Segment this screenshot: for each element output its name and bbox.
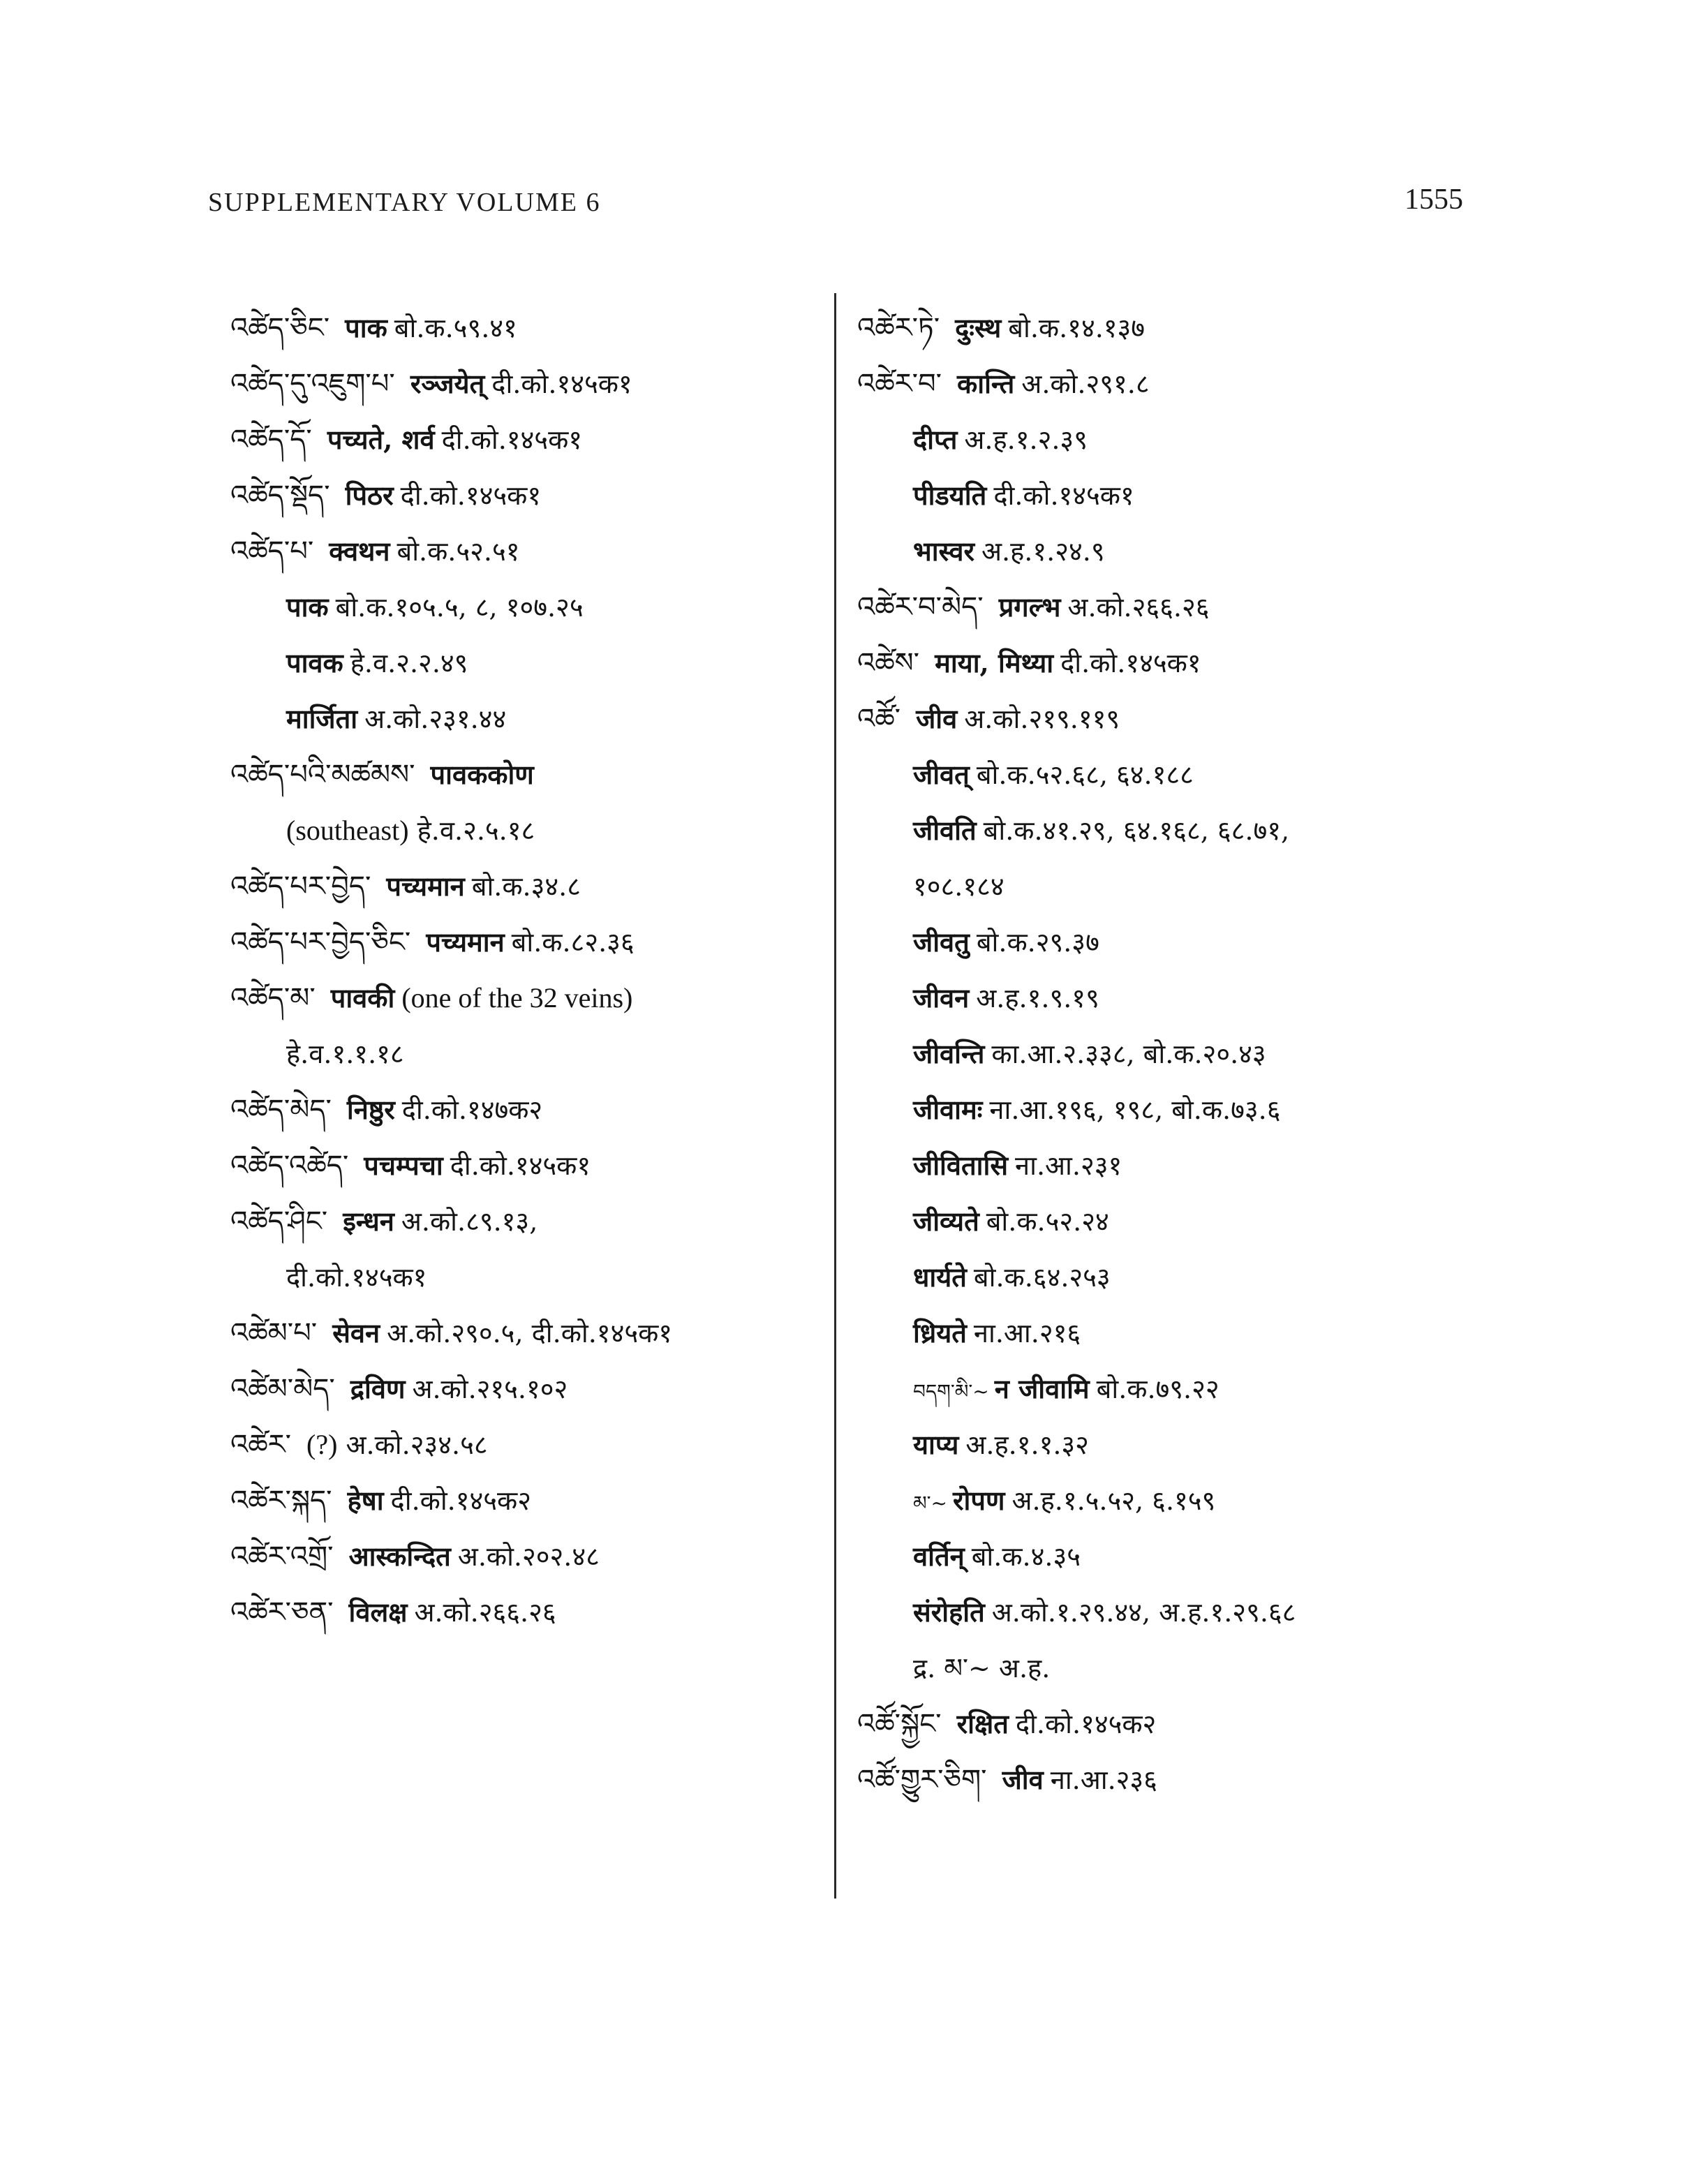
tibetan-headword: འཚེད་འཚེད་ [230, 1150, 349, 1182]
sanskrit-equivalent: रक्षित [956, 1708, 1009, 1739]
sub-entry [230, 1249, 810, 1305]
sanskrit-equivalent: जीवत् [913, 759, 970, 790]
sanskrit-equivalent: निष्ठुर [346, 1094, 395, 1125]
source-reference: अ.को.२३४.५८ [346, 1429, 488, 1460]
column-divider [834, 293, 836, 1899]
source-reference: बो.क.२९.३७ [976, 927, 1099, 958]
dictionary-entry [230, 1361, 810, 1417]
sanskrit-equivalent: इन्धन [343, 1205, 394, 1237]
sanskrit-equivalent: जीवन [913, 982, 970, 1013]
source-reference: अ.ह.१.२.३९ [964, 424, 1088, 455]
source-reference: अ.ह.१.१.३२ [965, 1429, 1089, 1460]
dictionary-entry [857, 1696, 1472, 1752]
tibetan-prefix: བདག་མི་~ [913, 1380, 989, 1403]
sanskrit-equivalent: संरोहति [913, 1596, 985, 1628]
sanskrit-equivalent: प्रगल्भ [998, 591, 1061, 623]
source-reference: अ.को.१.२९.४४, अ.ह.१.२९.६८ [991, 1597, 1296, 1628]
tibetan-headword: འཚེམ་མེད་ [230, 1373, 335, 1405]
source-reference: अ.को.२१९.११९ [964, 704, 1120, 734]
sanskrit-equivalent: पिठर [345, 480, 394, 511]
sanskrit-equivalent: पच्यते, शर्व [327, 424, 435, 455]
dictionary-entry [230, 412, 810, 468]
tibetan-headword: འཚེད་མེད་ [230, 1094, 332, 1126]
source-reference: अ.ह.१.२४.९ [981, 536, 1105, 567]
sub-entry [857, 1417, 1472, 1473]
tibetan-headword: འཚེད་མ་ [230, 982, 316, 1014]
tibetan-headword: འཚོ་སྐྱོང་ [857, 1708, 942, 1740]
tibetan-headword: འཚེར་ཏེ་ [857, 312, 940, 344]
sub-entry [857, 914, 1472, 970]
sub-entry [857, 1584, 1472, 1640]
source-reference: हे.व.२.२.४९ [350, 648, 468, 678]
source-reference: का.आ.२.३३८, बो.क.२०.४३ [991, 1039, 1266, 1069]
tibetan-headword: འཚོ་གྱུར་ཅིག་ [857, 1764, 987, 1796]
source-reference: अ.को.२६६.२६ [414, 1597, 556, 1628]
sanskrit-equivalent: पाक [286, 591, 329, 623]
sanskrit-equivalent: पावकी [330, 982, 395, 1013]
sub-entry [857, 859, 1472, 914]
sub-entry [857, 468, 1472, 523]
tibetan-headword: འཚེར་འགྲོ་ [230, 1540, 334, 1573]
tibetan-headword: འཚེམ་པ་ [230, 1317, 318, 1349]
tibetan-headword: འཚེད་ཅིང་ [230, 312, 330, 344]
tibetan-headword: འཚེར་ཅན་ [230, 1596, 334, 1628]
tibetan-headword: འཚེད་དོ་ [230, 424, 312, 456]
source-reference: बो.क.१०५.५, ८, १०७.२५ [335, 592, 584, 623]
dictionary-entry [230, 1138, 810, 1194]
sub-entry [857, 970, 1472, 1026]
dictionary-entry [857, 356, 1472, 412]
sanskrit-equivalent: वर्तिन् [913, 1540, 965, 1572]
source-reference: अ.को.२३१.४४ [364, 704, 507, 734]
sub-entry [857, 1249, 1472, 1305]
sub-entry [857, 1473, 1472, 1529]
source-reference: ना.आ.२१६ [973, 1318, 1081, 1349]
source-reference: अ.ह.१.५.५२, ६.१५९ [1011, 1485, 1216, 1516]
source-reference: बो.क.४१.२९, ६४.१६८, ६८.७१, [983, 815, 1290, 846]
source-reference: दी.को.१४५क२ [1015, 1709, 1157, 1739]
source-reference: बो.क.५२.६८, ६४.१८८ [976, 759, 1194, 790]
sanskrit-equivalent: दीप्त [913, 424, 958, 455]
source-reference: ना.आ.१९६, १९८, बो.क.७३.६ [989, 1094, 1281, 1125]
sanskrit-equivalent: पीडयति [913, 480, 987, 511]
source-reference: बो.क.१४.१३७ [1008, 313, 1146, 343]
tibetan-headword: འཚེད་ཤིང་ [230, 1205, 328, 1238]
sanskrit-equivalent: जीव [1002, 1764, 1044, 1795]
source-reference: १०८.१८४ [913, 871, 1005, 902]
sanskrit-equivalent: पच्यमान [426, 926, 505, 958]
tibetan-headword: འཚེར་བ་ [857, 368, 942, 400]
dictionary-entry [230, 300, 810, 356]
source-reference: दी.को.१४५क१ [491, 369, 632, 399]
right-column [857, 300, 1472, 1808]
sub-entry [230, 803, 810, 859]
source-reference: बो.क.३४.८ [471, 871, 581, 902]
source-reference: हे.व.२.५.१८ [417, 815, 535, 846]
gloss-note: (one of the 32 veins) [401, 982, 633, 1013]
sub-entry [857, 747, 1472, 803]
tibetan-prefix: མ་~ [913, 1492, 947, 1515]
sanskrit-equivalent: विलक्ष [348, 1596, 408, 1628]
tibetan-headword: འཚེད་པར་བྱེད་ཅིང་ [230, 926, 411, 958]
dictionary-entry [857, 579, 1472, 635]
dictionary-entry [230, 523, 810, 579]
sub-entry [857, 412, 1472, 468]
source-reference: दी.को.१४५क१ [286, 1262, 427, 1293]
left-column [230, 300, 810, 1640]
sub-entry [857, 803, 1472, 859]
tibetan-headword: འཚེད་དུ་འཇུག་པ་ [230, 368, 395, 400]
source-reference: दी.को.१४५क१ [441, 424, 583, 455]
source-reference: बो.क.५२.५१ [396, 536, 520, 567]
sub-entry [230, 1026, 810, 1082]
source-reference: दी.को.१४५क१ [400, 480, 542, 511]
source-reference: बो.क.५९.४१ [394, 313, 517, 343]
sanskrit-equivalent: दुःस्थ [955, 312, 1002, 343]
sanskrit-equivalent: जीवन्ति [913, 1038, 985, 1069]
sub-entry [857, 523, 1472, 579]
source-reference: हे.व.१.१.१८ [286, 1039, 404, 1069]
tibetan-headword: འཚེར་ [230, 1429, 291, 1461]
sanskrit-equivalent: धार्यते [913, 1261, 967, 1293]
source-reference: अ.को.२०२.४८ [457, 1541, 600, 1572]
dictionary-entry [230, 356, 810, 412]
source-reference: दी.को.१४५क१ [450, 1150, 591, 1181]
sanskrit-equivalent: हेषा [347, 1485, 384, 1516]
dictionary-entry [230, 1194, 810, 1249]
sub-entry [857, 1361, 1472, 1417]
tibetan-headword: འཚེར་སྐད་ [230, 1485, 332, 1517]
sanskrit-equivalent: जीवति [913, 815, 977, 846]
sanskrit-equivalent: भास्वर [913, 535, 975, 567]
sanskrit-equivalent: माया, मिथ्या [935, 647, 1054, 678]
dictionary-entry [230, 1305, 810, 1361]
dictionary-entry [857, 1752, 1472, 1808]
dictionary-entry [230, 1082, 810, 1138]
dictionary-entry [230, 1584, 810, 1640]
source-reference: बो.क.७९.२२ [1096, 1374, 1220, 1404]
sanskrit-equivalent: रोपण [953, 1485, 1005, 1516]
dictionary-entry [230, 747, 810, 803]
sub-entry [857, 1082, 1472, 1138]
source-reference: दी.को.१४७क२ [401, 1094, 543, 1125]
source-reference: अ.को.२९१.८ [1021, 369, 1150, 399]
sub-entry [230, 579, 810, 635]
source-reference: दी.को.१४५क१ [1060, 648, 1201, 678]
dictionary-entry [230, 859, 810, 914]
source-reference: अ.को.८९.१३, [401, 1206, 538, 1237]
dictionary-entry [230, 914, 810, 970]
source-reference: दी.को.१४५क२ [390, 1485, 531, 1516]
source-reference: बो.क.६४.२५३ [973, 1262, 1111, 1293]
source-reference: बो.क.४.३५ [971, 1541, 1081, 1572]
sanskrit-equivalent: आस्कन्दित [348, 1540, 451, 1572]
sub-entry [857, 1026, 1472, 1082]
dictionary-entry [857, 635, 1472, 691]
sub-entry [230, 635, 810, 691]
sub-entry [857, 1529, 1472, 1584]
running-header: SUPPLEMENTARY VOLUME 6 [208, 188, 601, 217]
sanskrit-equivalent: द्रविण [350, 1373, 406, 1404]
dictionary-entry [230, 970, 810, 1026]
dictionary-entry [230, 1417, 810, 1473]
sanskrit-equivalent: पचम्पचा [364, 1150, 443, 1181]
sanskrit-equivalent: जीवितासि [913, 1150, 1009, 1181]
sanskrit-equivalent: जीवतु [913, 926, 970, 958]
source-reference: अ.को.२६६.२६ [1067, 592, 1210, 623]
sanskrit-equivalent: जीवामः [913, 1094, 983, 1125]
sanskrit-equivalent: याप्य [913, 1429, 959, 1460]
source-reference: ना.आ.२३१ [1015, 1150, 1122, 1181]
sanskrit-equivalent: न जीवामि [994, 1373, 1090, 1404]
sanskrit-equivalent: क्वथन [329, 535, 390, 567]
dictionary-entry [230, 1473, 810, 1529]
source-reference: ना.आ.२३६ [1050, 1765, 1157, 1795]
gloss-note: (?) [306, 1429, 338, 1460]
sanskrit-equivalent: जीव्यते [913, 1205, 979, 1237]
source-reference: बो.क.५२.२४ [986, 1206, 1109, 1237]
tibetan-headword: འཚོ་ [857, 703, 901, 735]
tibetan-headword: འཚེས་ [857, 647, 920, 679]
sanskrit-equivalent: मार्जिता [286, 703, 358, 734]
sanskrit-equivalent: पावककोण [430, 759, 534, 790]
source-reference: अ.को.२१५.१०२ [412, 1374, 568, 1404]
source-reference: द्र. མ་~ अ.ह. [913, 1653, 1051, 1684]
tibetan-headword: འཚེར་བ་མེད་ [857, 591, 984, 623]
sanskrit-equivalent: पाक [345, 312, 387, 343]
source-reference: अ.ह.१.९.१९ [976, 983, 1099, 1013]
dictionary-entry [230, 468, 810, 523]
sub-entry [857, 1305, 1472, 1361]
sanskrit-equivalent: पच्यमान [386, 870, 465, 902]
sanskrit-equivalent: जीव [916, 703, 958, 734]
gloss-note: (southeast) [286, 815, 409, 846]
source-reference: बो.क.८२.३६ [511, 927, 635, 958]
sanskrit-equivalent: कान्ति [957, 368, 1015, 399]
sub-entry [230, 691, 810, 747]
sanskrit-equivalent: पावक [286, 647, 343, 678]
sub-entry [857, 1138, 1472, 1194]
dictionary-entry [230, 1529, 810, 1584]
source-reference: अ.को.२९०.५, दी.को.१४५क१ [387, 1318, 673, 1349]
sub-entry [857, 1194, 1472, 1249]
sanskrit-equivalent: रञ्जयेत् [410, 368, 485, 399]
tibetan-headword: འཚེད་པ་ [230, 535, 314, 567]
sanskrit-equivalent: सेवन [332, 1317, 380, 1349]
page-number: 1555 [1404, 184, 1463, 216]
tibetan-headword: འཚེད་པར་བྱེད་ [230, 870, 371, 902]
source-reference: दी.को.१४५क१ [993, 480, 1134, 511]
dictionary-entry [857, 691, 1472, 747]
dictionary-entry [857, 300, 1472, 356]
tibetan-headword: འཚེད་སྡོད་ [230, 480, 330, 512]
sanskrit-equivalent: ध्रियते [913, 1317, 967, 1349]
tibetan-headword: འཚེད་པའི་མཚམས་ [230, 759, 415, 791]
sub-entry [857, 1640, 1472, 1696]
